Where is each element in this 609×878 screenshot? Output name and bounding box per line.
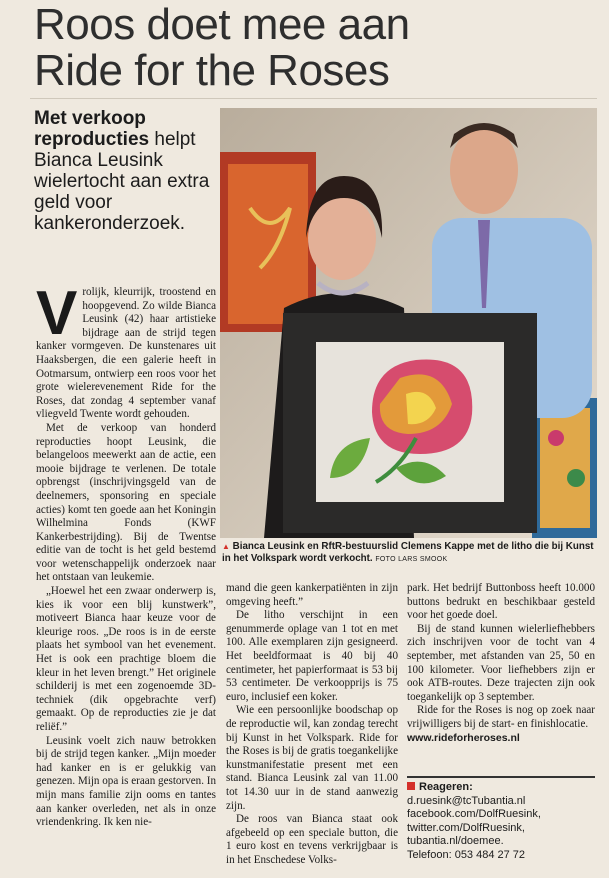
caption-text: Bianca Leusink en RftR-bestuurslid Clemens Kappe met de litho die bij Kunst in het Volkspark wordt verkocht. (222, 541, 594, 564)
article-photo (220, 108, 597, 538)
contact-facebook[interactable]: facebook.com/DolfRuesink, (407, 808, 541, 820)
square-bullet-icon (407, 782, 415, 790)
contact-phone: Telefoon: 053 484 27 72 (407, 848, 526, 861)
article-column-3 (407, 582, 595, 745)
contact-website[interactable]: tubantia.nl/doemee. (407, 835, 504, 847)
intro-bold: Met verkoop reproducties (34, 108, 150, 150)
website-link[interactable]: www.rideforheroses.nl (407, 731, 520, 744)
reageren-box (407, 776, 595, 862)
paragraph: rolijk, kleurrijk, troostend en hoopgevend. Zo wilde Bianca Leusink (42) haar artistieke bijdrage aan de strijd tegen kanker vormgeven. De kunstenares uit Haaksbergen, die een galerie heeft in Ootmarsum, ontwierp een roos voor het grote wielerevenement Ride for the Roses, dat zondag 4 september vanaf vliegveld Twente wordt gehouden. (36, 286, 216, 421)
article-column-2 (226, 582, 398, 867)
contact-twitter[interactable]: twitter.com/DolfRuesink, (407, 821, 525, 834)
headline-line-2: Ride for the Roses (34, 46, 390, 95)
paragraph: De litho verschijnt in een genummerde oplage van 1 tot en met 100. Alle exemplaren zijn gesigneerd. Het beeldformaat is 40 bij 40 centimeter, het papierformaat is 53 bij 53 centimeter. De verkoopprijs is 75 euro, inclusief een koker. (226, 609, 398, 703)
photo-caption (222, 541, 598, 566)
reageren-title: Reageren: (407, 781, 595, 795)
paragraph: mand die geen kankerpatiënten in zijn omgeving heeft.” (226, 582, 398, 608)
photo-credit: FOTO LARS SMOOK (375, 556, 448, 563)
photo-illustration (220, 108, 597, 538)
article-intro (34, 108, 214, 234)
headline-rule (30, 98, 597, 99)
article-column-1 (36, 279, 216, 830)
drop-cap: V (36, 279, 78, 348)
paragraph: Bij de stand kunnen wielerliefhebbers zich inschrijven voor de tocht van 4 september, met afstanden van 25, 50 en 100 kilometer. Voor liefhebbers zijn er ook ATB-routes. Deze trajecten zijn ook toegankelijk op 3 september. (407, 622, 595, 703)
headline-line-1: Roos doet mee aan (34, 0, 410, 49)
intro-text: helpt Bianca Leusink wielertocht aan extra geld voor kankeronderzoek. (34, 129, 210, 234)
article-headline (34, 2, 604, 94)
paragraph: Ride for the Roses is nog op zoek naar vrijwilligers bij de start- en finishlocatie. (407, 704, 595, 730)
paragraph: Leusink voelt zich nauw betrokken bij de strijd tegen kanker. „Mijn moeder had kanker en is er gelukkig van genezen. Mijn opa is eraan gestorven. In mijn mans familie zijn ooms en tantes aan kanker overleden, net als in onze vriendenkring. Ik ken nie- (36, 734, 216, 829)
paragraph: Met de verkoop van honderd reproducties hoopt Leusink, die belangeloos meewerkt aan de actie, een mooie bijdrage te verlenen. De totale opbrengst (inschrijvingsgeld van de deelnemers, sponsoring en speciale acties) komt ten goede aan het Koningin Wilhelmina Fonds (KWF Kankerbestrijding). Bij de Twentse editie van de tocht is het geld bestemd voor wetenschappelijk onderzoek naar het ontstaan van leukemie. (36, 421, 216, 584)
paragraph: park. Het bedrijf Buttonboss heeft 10.000 buttons bedrukt en beschikbaar gesteld voor het goede doel. (407, 582, 595, 622)
paragraph: Wie een persoonlijke boodschap op de reproductie wil, kan zondag terecht bij Kunst in het Volkspark. Ride for the Roses is bij de gratis toegankelijke kunstmanifestatie present met een stand. Bianca Leusink zal van 11.00 tot 14.30 uur in de stand aanwezig zijn. (226, 704, 398, 812)
caption-marker-icon: ▲ (222, 542, 230, 551)
reageren-rule (407, 776, 595, 778)
paragraph: De roos van Bianca staat ook afgebeeld op een speciale button, die 1 euro kost en tevens verkrijgbaar is in het Enschedese Volks- (226, 813, 398, 866)
contact-email[interactable]: d.ruesink@tcTubantia.nl (407, 794, 526, 807)
paragraph: „Hoewel het een zwaar onderwerp is, kies ik voor een blij kunstwerk”, motiveert Bianca haar keuze voor de kleurige roos. „De roos is in de eerste plaats het symbool van het evenement. Het is ook een prachtige bloem die kleur in het leven brengt.” Het originele schilderij is met een zogenoemde 3D-techniek (dik opgebrachte verf) gemaakt. Op de reproducties zie je dat reliëf.” (36, 585, 216, 733)
